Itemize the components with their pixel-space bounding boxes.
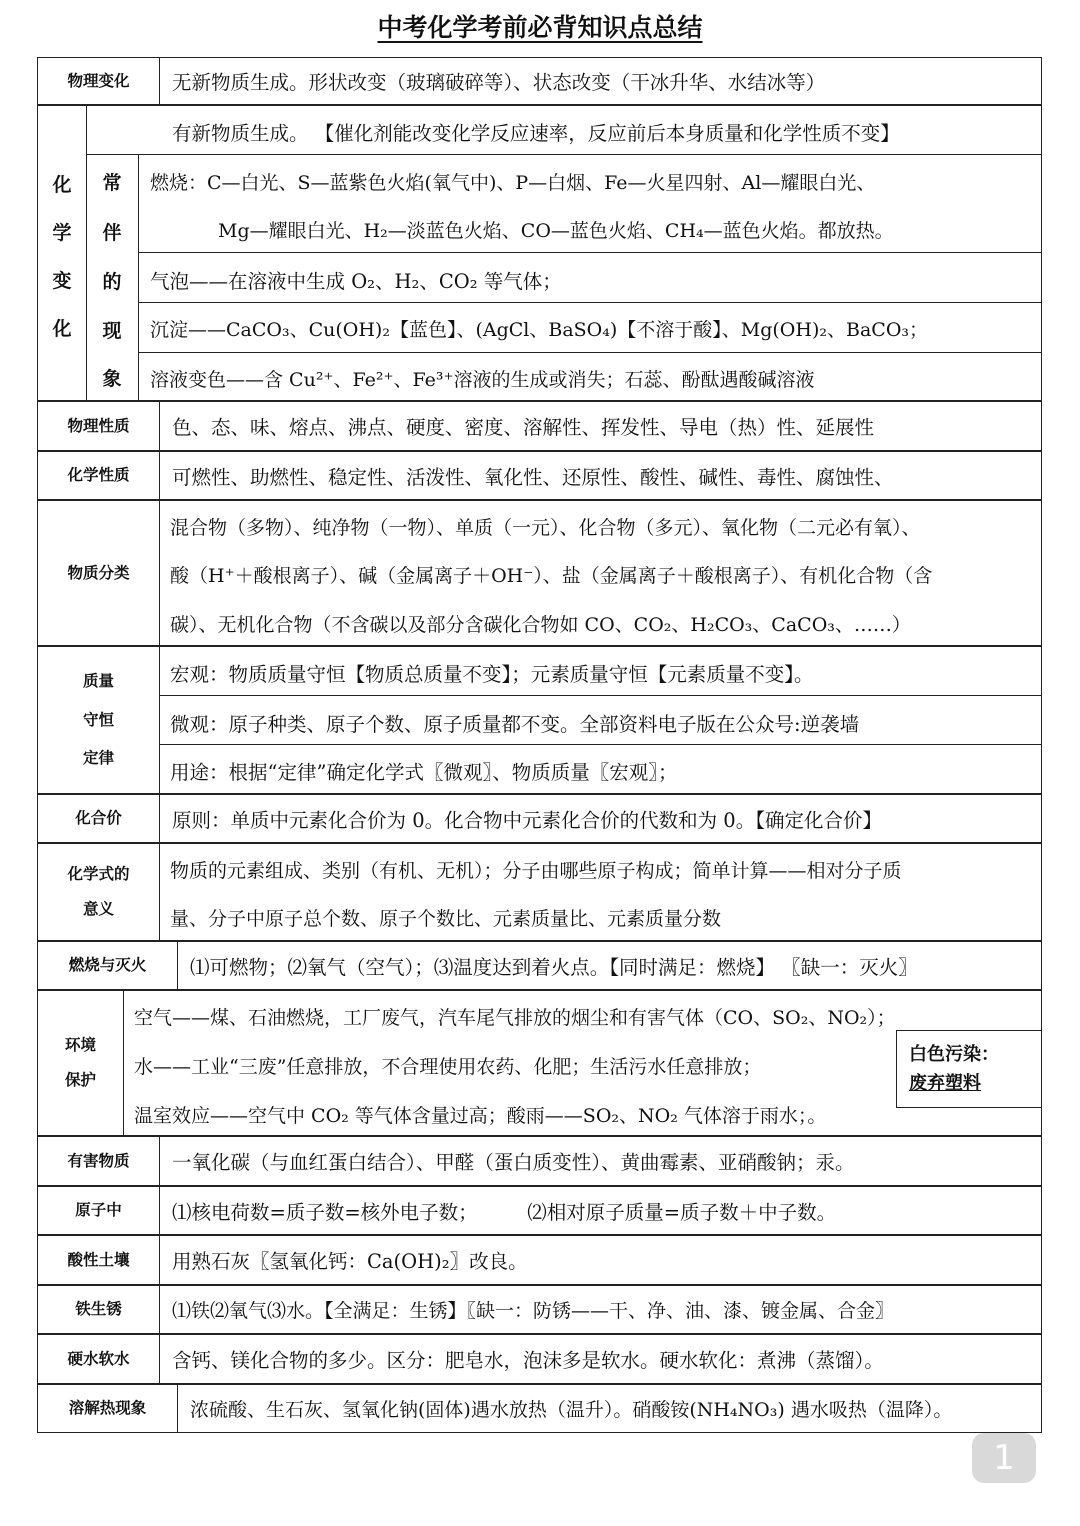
row-label: 环境 保护 [38,991,124,1135]
classification-line: 碳）、无机化合物（不含碳以及部分含碳化合物如 CO、CO₂、H₂CO₃、CaCO₃、……） [170,614,911,636]
row-content: ⑴核电荷数=质子数=核外电子数； ⑵相对原子质量=质子数＋中子数。 [172,1200,837,1224]
row-content: 含钙、镁化合物的多少。区分：肥皂水，泡沫多是软水。硬水软化：煮沸（蒸馏）。 [172,1349,884,1372]
new-substance-line: 有新物质生成。 【催化剂能改变化学反应速率，反应前后本身质量和化学性质不变】 [172,122,900,145]
conservation-line: 宏观：物质质量守恒【物质总质量不变】；元素质量守恒【元素质量不变】。 [170,663,814,686]
page-title: 中考化学考前必背知识点总结 [377,13,703,42]
phenomenon-label-char: 现 [102,320,122,342]
chem-label-char: 化 [52,174,72,196]
row-atom [37,1186,1042,1235]
row-environment [37,990,1042,1136]
row-label: 物理性质 [38,402,160,450]
phenomenon-label-char: 常 [102,172,122,194]
white-pollution-note: 白色污染： 废弃塑料 [896,1030,1042,1108]
environment-line: 温室效应——空气中 CO₂ 等气体含量过高；酸雨——SO₂、NO₂ 气体溶于雨水；。 [134,1105,827,1127]
row-chemical-change [37,105,1042,401]
row-label: 燃烧与灭火 [38,942,178,989]
phenomenon-label-char: 的 [102,271,122,293]
row-content: 无新物质生成。形状改变（玻璃破碎等）、状态改变（干冰升华、水结冰等） [172,71,826,94]
environment-line: 空气——煤、石油燃烧，工厂废气，汽车尾气排放的烟尘和有害气体（CO、SO₂、NO₂）； [134,1007,896,1029]
row-conservation [37,646,1042,794]
row-rust [37,1285,1042,1334]
conservation-line: 微观：原子种类、原子个数、原子质量都不变。全部资料电子版在公众号:逆袭墙 [170,713,860,736]
chem-label-char: 学 [52,222,72,244]
row-label: 有害物质 [38,1137,160,1185]
row-physical-change [37,57,1042,105]
row-combustion-fire [37,941,1042,990]
row-formula-meaning [37,843,1042,941]
classification-line: 酸（H⁺＋酸根离子）、碱（金属离子＋OH⁻）、盐（金属离子＋酸根离子）、有机化合物（含 [170,565,933,587]
row-harmful [37,1136,1042,1186]
row-label: 化合价 [38,795,160,842]
formula-meaning-line: 量、分子中原子总个数、原子个数比、元素质量比、元素质量分数 [170,908,722,930]
combustion-line-2: Mg—耀眼白光、H₂—淡蓝色火焰、CO—蓝色火焰、CH₄—蓝色火焰。都放热。 [218,220,894,242]
row-acid-soil [37,1235,1042,1285]
row-dissolution-heat [37,1384,1042,1433]
page-number-badge[interactable]: 1 [972,1433,1036,1483]
environment-line: 水——工业“三废”任意排放，不合理使用农药、化肥；生活污水任意排放； [134,1056,762,1078]
formula-meaning-line: 物质的元素组成、类别（有机、无机）；分子由哪些原子构成；简单计算——相对分子质 [170,860,902,882]
row-hard-water [37,1334,1042,1384]
combustion-line-1: 燃烧：C—白光、S—蓝紫色火焰(氧气中)、P—白烟、Fe—火星四射、Al—耀眼白光、 [150,172,876,194]
chem-label-char: 变 [52,270,72,292]
row-label: 化学式的 意义 [38,844,160,940]
row-label: 酸性土壤 [38,1236,160,1284]
row-content: 浓硫酸、生石灰、氢氧化钠(固体)遇水放热（温升）。硝酸铵(NH₄NO₃) 遇水吸热（温降）。 [190,1399,953,1421]
classification-line: 混合物（多物）、纯净物（一物）、单质（一元）、化合物（多元）、氧化物（二元必有氧）、 [170,517,921,539]
row-content: ⑴可燃物；⑵氧气（空气）；⑶温度达到着火点。【同时满足：燃烧】 〖缺一：灭火〗 [190,955,918,979]
row-content: 色、态、味、熔点、沸点、硬度、密度、溶解性、挥发性、导电（热）性、延展性 [172,416,875,439]
row-label: 物质分类 [38,501,160,645]
row-label: 物理变化 [38,58,160,104]
phenomenon-label-char: 伴 [102,222,122,244]
phenomenon-label-char: 象 [102,368,122,390]
row-label: 铁生锈 [38,1286,160,1333]
bubbles-line: 气泡——在溶液中生成 O₂、H₂、CO₂ 等气体； [150,270,562,293]
row-label: 溶解热现象 [38,1385,178,1432]
row-label: 原子中 [38,1187,160,1234]
row-label: 质量 守恒 定律 [38,647,160,793]
row-chemical-property [37,451,1042,500]
row-content: 原则：单质中元素化合价为 0。化合物中元素化合价的代数和为 0。【确定化合价】 [172,808,882,832]
precipitate-line: 沉淀——CaCO₃、Cu(OH)₂【蓝色】、(AgCl、BaSO₄)【不溶于酸】、Mg(OH)₂、BaCO₃； [150,319,929,341]
row-classification [37,500,1042,646]
row-label: 化学性质 [38,452,160,499]
row-content: 用熟石灰〖氢氧化钙：Ca(OH)₂〗改良。 [172,1250,528,1273]
row-content: 一氧化碳（与血红蛋白结合）、甲醛（蛋白质变性）、黄曲霉素、亚硝酸钠；汞。 [172,1151,855,1174]
row-content: ⑴铁⑵氧气⑶水。【全满足：生锈】〖缺一：防锈——干、净、油、漆、镀金属、合金〗 [172,1300,895,1322]
row-label: 硬水软水 [38,1335,160,1383]
row-valence [37,794,1042,843]
chem-label-char: 化 [52,318,72,340]
row-content: 可燃性、助燃性、稳定性、活泼性、氧化性、还原性、酸性、碱性、毒性、腐蚀性、 [172,465,894,489]
color-change-line: 溶液变色——含 Cu²⁺、Fe²⁺、Fe³⁺溶液的生成或消失；石蕊、酚酞遇酸碱溶液 [150,369,815,391]
row-physical-property [37,401,1042,451]
conservation-line: 用途：根据“定律”确定化学式〖微观〗、物质质量〖宏观〗； [170,761,678,784]
